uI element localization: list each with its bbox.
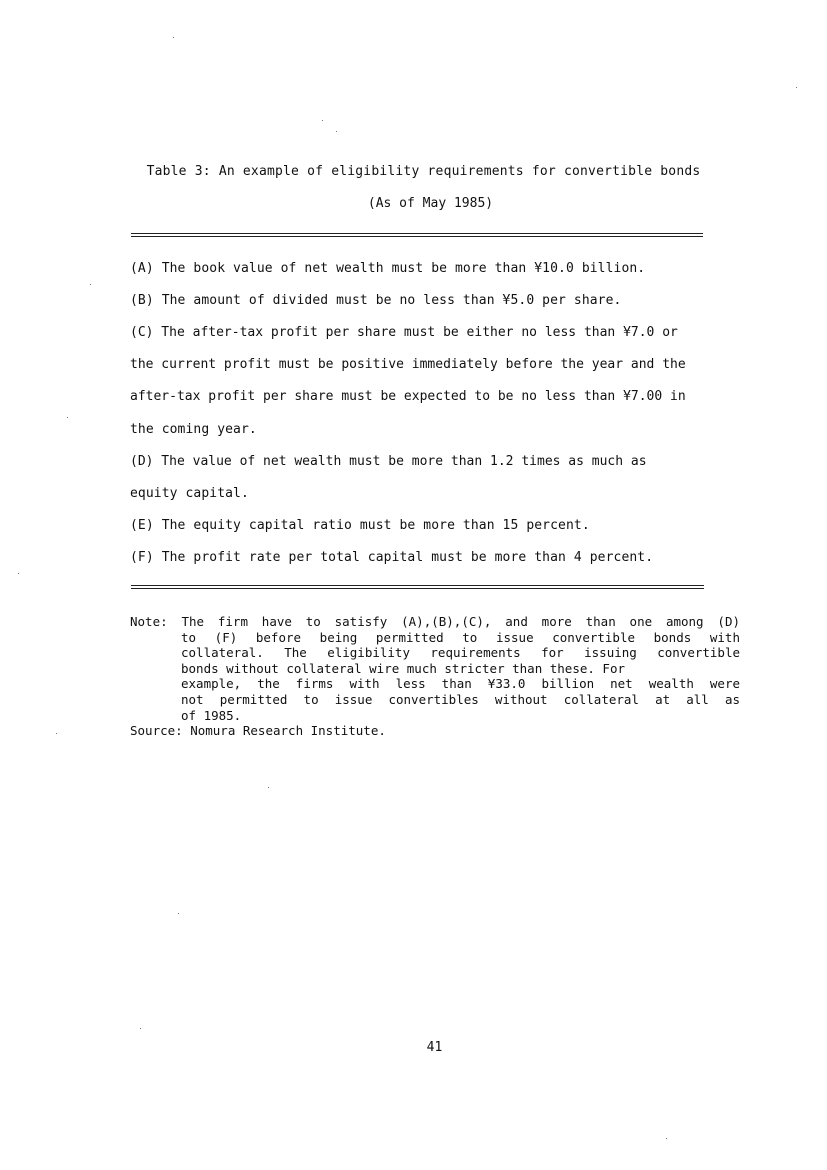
requirement-d-line-1: (D) The value of net wealth must be more than 1.2 times as much as	[130, 454, 647, 469]
note-block	[130, 614, 740, 739]
requirement-f: (F) The profit rate per total capital must be more than 4 percent.	[130, 550, 654, 565]
scan-speck	[140, 1028, 141, 1029]
scan-speck	[67, 417, 68, 418]
scan-speck	[56, 733, 57, 734]
scan-speck	[178, 913, 179, 914]
table-subtitle: (As of May 1985)	[367, 196, 494, 211]
table-title: Table 3: An example of eligibility requirements for convertible bonds	[146, 164, 701, 179]
top-double-rule	[131, 233, 703, 237]
scan-speck	[336, 131, 337, 132]
page-number: 41	[426, 1040, 443, 1055]
scan-speck	[322, 120, 323, 121]
requirement-a: (A) The book value of net wealth must be more than ¥10.0 billion.	[130, 261, 646, 276]
scan-speck	[18, 573, 19, 574]
requirement-c-line-2: the current profit must be positive immediately before the year and the	[130, 357, 686, 372]
scan-speck	[173, 37, 174, 38]
requirement-c-line-4: the coming year.	[130, 422, 257, 437]
scan-speck	[90, 284, 91, 285]
note-line-2: to (F) before being permitted to issue convertible bonds with	[181, 629, 740, 645]
requirement-b: (B) The amount of divided must be no less than ¥5.0 per share.	[130, 293, 622, 308]
note-line-7: of 1985.	[181, 707, 242, 723]
note-line-5: example, the firms with less than ¥33.0 billion net wealth were	[181, 676, 740, 692]
requirement-e: (E) The equity capital ratio must be more than 15 percent.	[130, 518, 590, 533]
scan-speck	[268, 787, 269, 788]
source-line: Source: Nomura Research Institute.	[130, 723, 386, 739]
requirement-d-line-2: equity capital.	[130, 486, 249, 501]
scan-speck	[666, 1138, 667, 1139]
note-line-1: Note: The firm have to satisfy (A),(B),(C), and more than one among (D)	[130, 614, 740, 629]
note-line-6: not permitted to issue convertibles without collateral at all as	[181, 691, 740, 707]
scan-speck	[796, 87, 797, 88]
bottom-double-rule	[131, 585, 704, 589]
requirement-c-line-3: after-tax profit per share must be expected to be no less than ¥7.00 in	[130, 389, 686, 404]
note-line-4: bonds without collateral wire much stricter than these. For	[181, 660, 626, 676]
note-line-3: collateral. The eligibility requirements for issuing convertible	[181, 645, 740, 661]
requirement-c-line-1: (C) The after-tax profit per share must be either no less than ¥7.0 or	[130, 325, 678, 340]
